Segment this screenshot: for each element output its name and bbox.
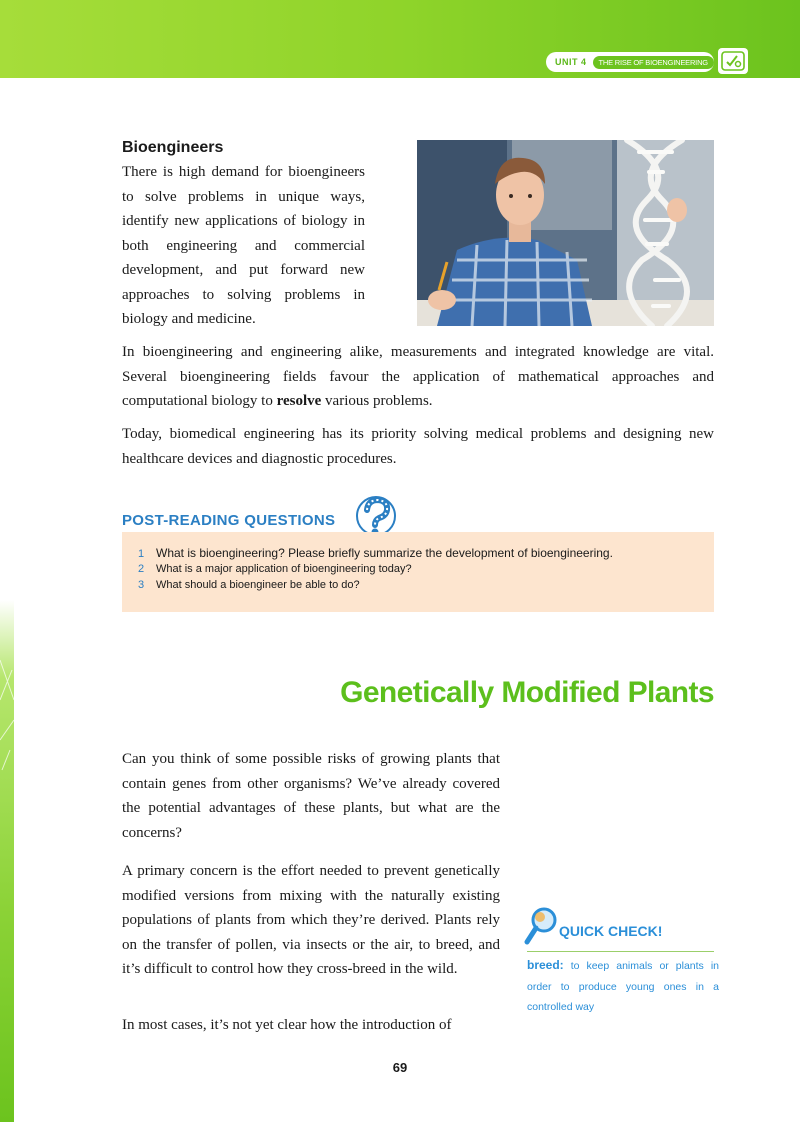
quick-check-divider (527, 951, 714, 952)
unit-title: THE RISE OF BIOENGINEERING (593, 56, 714, 69)
bioengineers-heading: Bioengineers (122, 139, 224, 156)
left-edge-leaf-lines (0, 640, 14, 800)
vocab-word: breed: (527, 958, 564, 972)
gm-paragraph-3: In most cases, it’s not yet clear how the introduction of (122, 1017, 452, 1033)
unit-label: UNIT 4 (555, 57, 587, 67)
bioengineering-paragraph-2: Today, biomedical engineering has its priority solving medical problems and designing new healthcare devices and diagnostic procedures. (122, 426, 714, 467)
gm-paragraph-1: Can you think of some possible risks of growing plants that contain genes from other organisms? We’ve already covered the potential advantages of these plants, but what are the concerns? (122, 751, 500, 841)
microscope-check-icon (718, 48, 748, 74)
student-with-dna-model-photo (417, 140, 714, 326)
bioengineering-paragraph-1: In bioengineering and engineering alike, measurements and integrated knowledge are vital. Several bioengineering fields favour the application of mathematical approaches and computational biology to resolve various problems. (122, 344, 714, 409)
unit-badge (546, 52, 714, 72)
question-item: 1 What is bioengineering? Please briefly summarize the development of bioengineering. (138, 546, 613, 560)
bioengineers-intro: There is high demand for bioengineers to solve problems in unique ways, identify new applications of biology in both engineering and commercial development, and put forward new approaches to solving problems in biology and medicine. (122, 164, 365, 327)
quick-check-title: QUICK CHECK! (559, 923, 663, 939)
post-reading-questions-box (122, 532, 714, 612)
quick-check-definition: breed: to keep animals or plants in order to produce young ones in a controlled way (527, 958, 719, 1013)
gm-paragraph-2: A primary concern is the effort needed to prevent genetically modified versions from mixing with the naturally existing populations of plants from which they’re derived. Plants rely on the transfer of pollen, via insects or the air, to breed, and it’s difficult to control how they cross-breed in the wild. (122, 863, 500, 977)
question-item: 2 What is a major application of bioengineering today? (138, 562, 412, 575)
vocab-resolve: resolve (276, 393, 322, 409)
post-reading-title: POST-READING QUESTIONS (122, 512, 336, 529)
question-item: 3 What should a bioengineer be able to do? (138, 579, 360, 591)
section-title: Genetically Modified Plants (340, 676, 714, 709)
magnifier-icon (524, 906, 558, 946)
page-number: 69 (392, 1060, 408, 1075)
